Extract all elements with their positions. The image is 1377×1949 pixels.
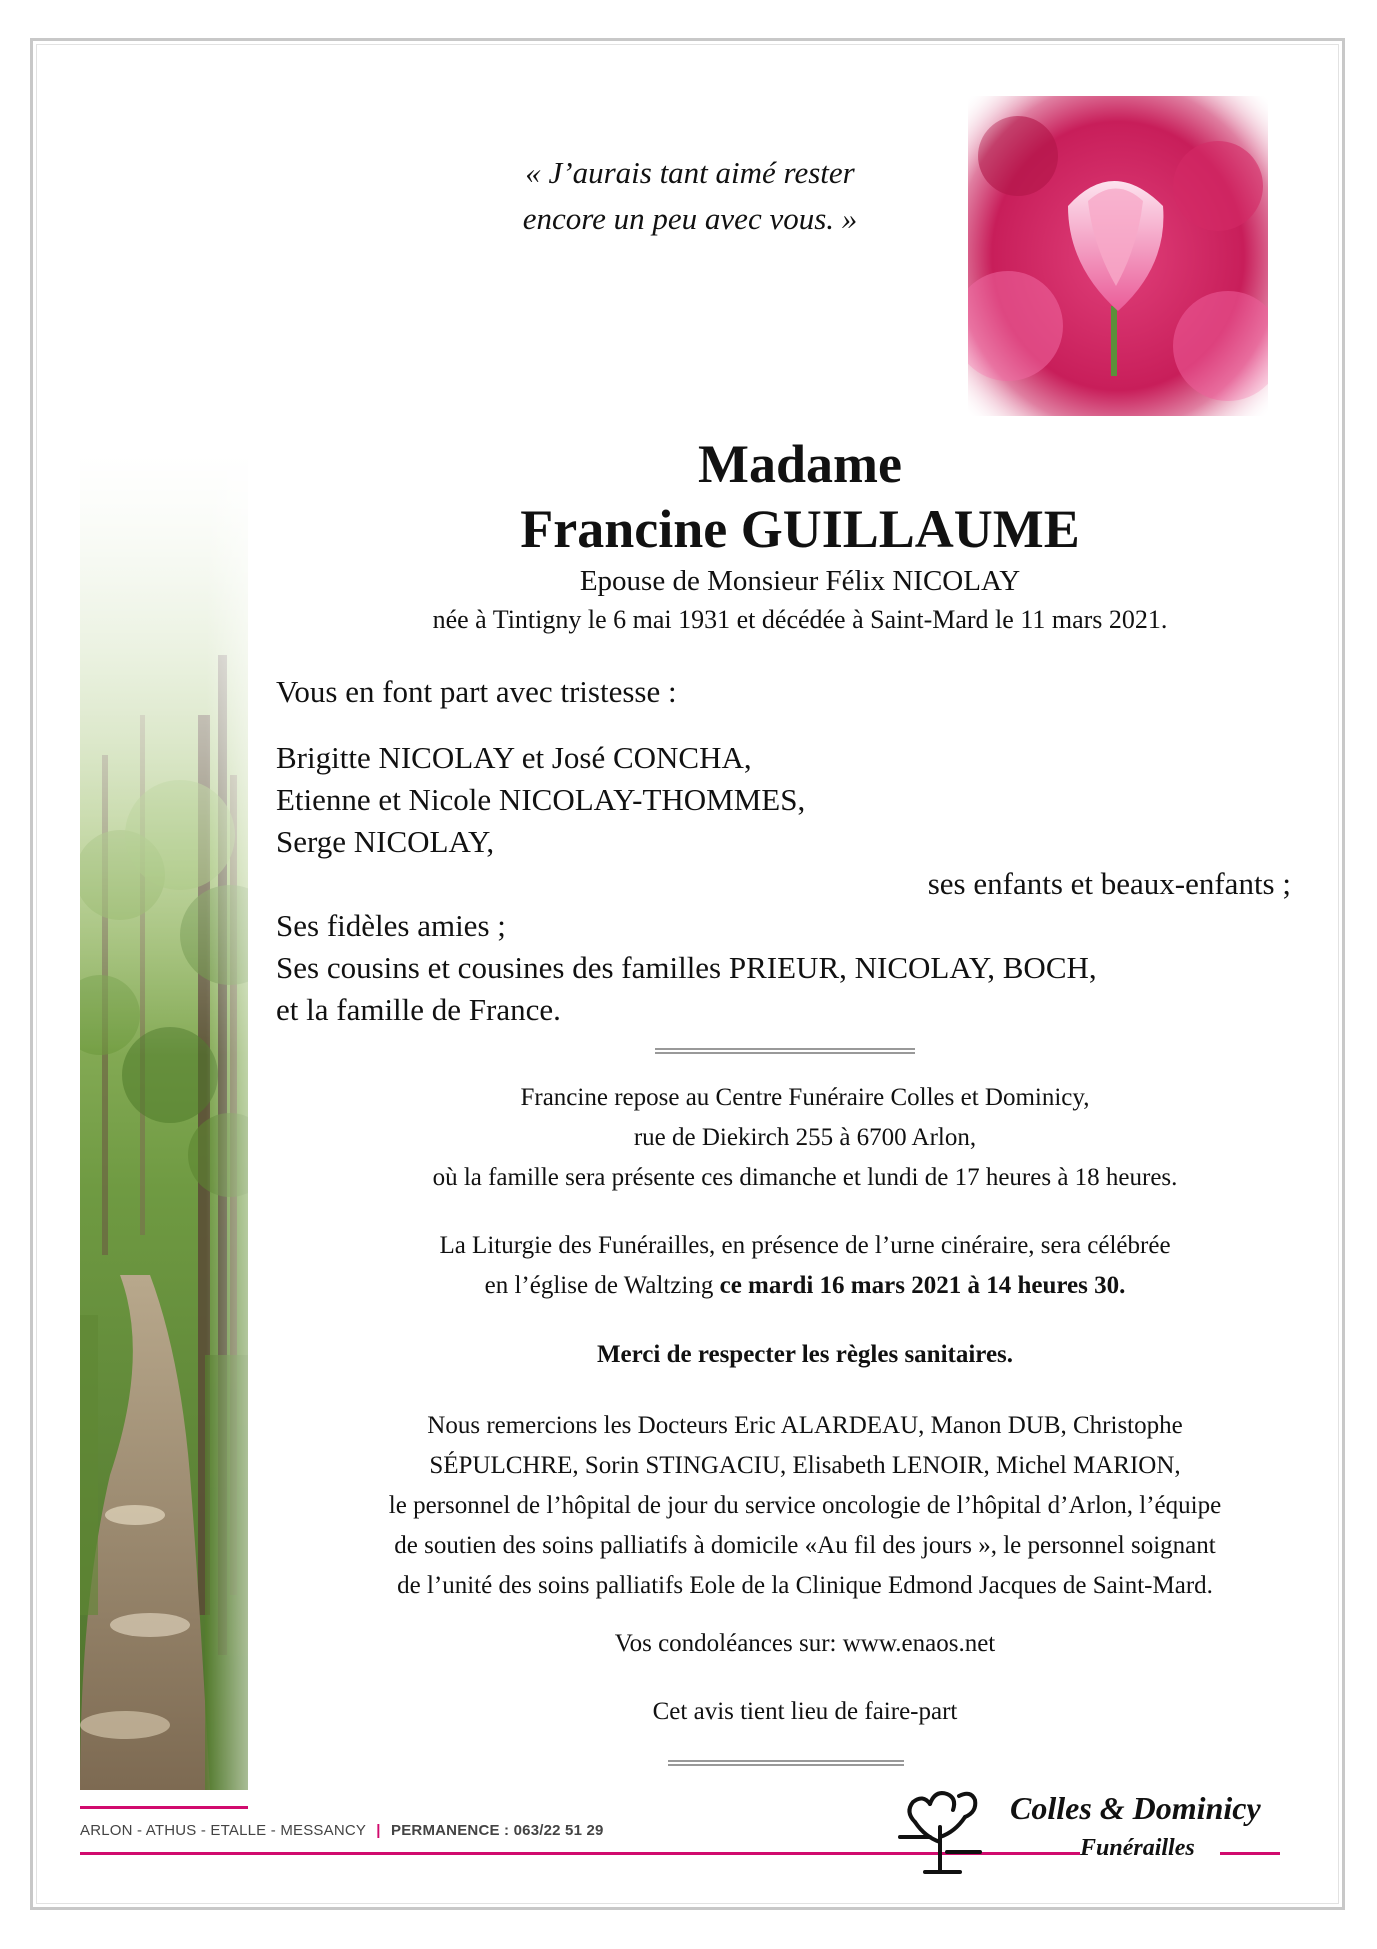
family-other-2: Ses cousins et cousines des familles PRIEUR, NICOLAY, BOCH, [276,950,1097,985]
thanks-info [260,1406,1350,1606]
thanks-line-1: Nous remercions les Docteurs Eric ALARDEAU, Manon DUB, Christophe [427,1412,1183,1439]
quote-line-2: encore un peu avec vous. » [522,201,858,236]
thanks-line-4: de soutien des soins palliatifs à domicile «Au fil des jours », le personnel soignant [394,1532,1216,1559]
sanitary-notice: Merci de respecter les règles sanitaires. [596,1341,1014,1368]
announcement: Vous en font part avec tristesse : [276,674,677,709]
thanks-line-2: SÉPULCHRE, Sorin STINGACIU, Elisabeth LENOIR, Michel MARION, [429,1452,1181,1479]
footer-accent-left [80,1806,248,1809]
liturgy-place: en l’église de Waltzing [484,1272,720,1299]
section-divider-bottom [668,1760,904,1766]
footer-contact [80,1822,604,1839]
thanks-line-3: le personnel de l’hôpital de jour du service oncologie de l’hôpital d’Arlon, l’équipe [388,1492,1222,1519]
tulip-image [968,96,1268,416]
repose-line-1: Francine repose au Centre Funéraire Colles et Dominicy, [520,1084,1090,1111]
family-child-1: Brigitte NICOLAY et José CONCHA, [276,740,752,775]
family-other-1: Ses fidèles amies ; [276,908,506,943]
memorial-quote [430,150,950,242]
liturgy-datetime: ce mardi 16 mars 2021 à 14 heures 30. [719,1272,1126,1299]
forest-path-image [80,455,248,1790]
brand-name: Colles & Dominicy [1010,1790,1261,1826]
family-list [276,737,1296,1031]
repose-line-2: rue de Diekirch 255 à 6700 Arlon, [633,1124,977,1151]
footer-permanence: PERMANENCE : 063/22 51 29 [391,1822,604,1839]
quote-line-1: « J’aurais tant aimé rester [525,155,855,190]
notice-text: Cet avis tient lieu de faire-part [652,1698,958,1725]
liturgy-line-1: La Liturgie des Funérailles, en présence de l’urne cinéraire, sera célébrée [439,1232,1171,1259]
birth-death-dates: née à Tintigny le 6 mai 1931 et décédée à Saint-Mard le 11 mars 2021. [432,605,1168,634]
thanks-line-5: de l’unité des soins palliatifs Eole de la Clinique Edmond Jacques de Saint-Mard. [397,1572,1213,1599]
family-other-3: et la famille de France. [276,992,561,1027]
children-label: ses enfants et beaux-enfants ; [927,866,1291,901]
footer-separator: | [376,1822,381,1839]
repose-info [260,1078,1350,1198]
liturgy-line-2 [260,1266,1350,1306]
deceased-name: Francine GUILLAUME [520,499,1080,559]
brand-subtitle: Funérailles [1080,1835,1195,1861]
deceased-title: Madame [698,434,902,494]
condolences-link-text: Vos condoléances sur: www.enaos.net [614,1630,996,1657]
footer-locations: ARLON - ATHUS - ETALLE - MESSANCY [80,1822,366,1839]
deceased-spouse: Epouse de Monsieur Félix NICOLAY [579,565,1021,597]
repose-line-3: où la famille sera présente ces dimanche et lundi de 17 heures à 18 heures. [432,1164,1178,1191]
tree-logo-icon [885,1782,1005,1877]
section-divider-top [655,1048,915,1054]
family-child-3: Serge NICOLAY, [276,824,495,859]
liturgy-info [260,1226,1350,1306]
family-child-2: Etienne et Nicole NICOLAY-THOMMES, [276,782,806,817]
